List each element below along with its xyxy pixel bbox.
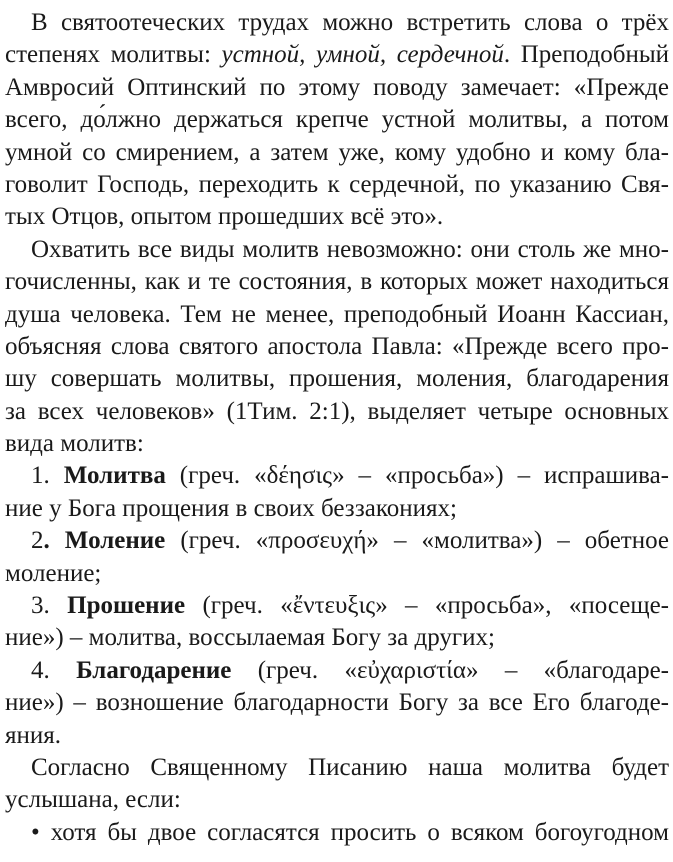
text-segment: говолит Господь, переходить к сердечной, по указанию Свя- [5, 170, 669, 198]
text-segment: услышана, если: [5, 786, 181, 814]
text-segment: Согласно Священному Писанию наша молитва будет [31, 753, 669, 781]
text-line [5, 331, 669, 363]
text-line [5, 137, 669, 169]
bold-term: Прошение [67, 592, 186, 620]
text-line [5, 234, 669, 266]
text-segment: Охватить все виды молитв невозможно: они столь же мно- [31, 235, 669, 263]
text-segment: (греч. «δέησις» – «просьба») – испрашива- [165, 462, 669, 490]
text-segment: 2 [31, 527, 44, 555]
text-line [5, 525, 669, 557]
text-segment: объясняя слова святого апостола Павла: «Прежде всего про- [5, 332, 669, 360]
text-segment: душа человека. Тем не менее, преподобный Иоанн Кассиан, [5, 300, 669, 328]
text-segment: моление; [5, 559, 102, 587]
text-segment: тых Отцов, опытом прошедших всё это». [5, 203, 444, 231]
text-segment: (греч. «προσευχή» – «молитва») – обетное [165, 527, 669, 555]
paragraph [5, 460, 669, 525]
paragraph [5, 234, 669, 461]
text-line [5, 655, 669, 687]
text-segment: (греч. «εὐχαριστία» – «благодаре- [231, 656, 670, 684]
text-line [5, 201, 669, 233]
text-segment: В святоотеческих трудах можно встретить слова о трёх [31, 9, 669, 36]
text-segment: . Преподобный [503, 41, 669, 69]
text-segment: степенях молитвы: [5, 41, 222, 69]
text-line [5, 428, 669, 460]
text-segment: гочисленны, как и те состояния, в которых может находиться [5, 268, 669, 296]
text-line [5, 169, 669, 201]
text-segment: 3. [31, 592, 68, 620]
text-line [5, 752, 669, 784]
text-segment: всего, до́лжно держаться крепче устной молитвы, а потом [5, 106, 669, 134]
text-line [5, 396, 669, 428]
text-line [5, 720, 669, 752]
text-segment: (греч. «ἔντευξις» – «просьба», «посеще- [185, 592, 670, 620]
text-line [5, 558, 669, 590]
text-line [5, 39, 669, 71]
text-line [5, 363, 669, 395]
paragraph [5, 752, 669, 817]
text-line [5, 104, 669, 136]
bold-term: Молитва [63, 462, 166, 490]
text-line [5, 622, 669, 654]
text-segment: ние») – молитва, воссылаемая Богу за других; [5, 624, 495, 652]
paragraph [5, 525, 669, 590]
text-segment: умной со смирением, а затем уже, кому удобно и кому бла- [5, 138, 669, 166]
paragraph [5, 655, 669, 752]
text-line [5, 817, 669, 849]
text-segment: ние») – возношение благодарности Богу за все Его благоде- [5, 689, 669, 717]
bold-term: . Моление [43, 527, 166, 555]
paragraph [5, 817, 669, 849]
text-segment: яния. [5, 721, 62, 749]
text-segment: 1. [31, 462, 64, 490]
paragraph [5, 590, 669, 655]
text-segment: 4. [31, 656, 77, 684]
text-segment: за всех человеков» (1Тим. 2:1), выделяет четыре основных [5, 397, 669, 425]
text-segment: вида молитв: [5, 430, 144, 458]
text-line [5, 590, 669, 622]
text-line [5, 493, 669, 525]
text-line [5, 687, 669, 719]
text-line [5, 299, 669, 331]
text-line [5, 784, 669, 816]
text-line [5, 7, 669, 39]
paragraph [5, 7, 669, 234]
text-segment: • хотя бы двое согласятся просить о всяком богоугодном [31, 818, 669, 846]
text-line [5, 72, 669, 104]
text-segment: шу совершать молитвы, прошения, моления, благодарения [5, 365, 669, 393]
text-segment: Амвросий Оптинский по этому поводу замечает: «Прежде [5, 73, 669, 101]
italic-term: устной, умной, сердечной [221, 41, 504, 69]
text-line [5, 266, 669, 298]
bold-term: Благодарение [76, 656, 232, 684]
text-line [5, 460, 669, 492]
text-segment: ние у Бога прощения в своих беззакониях; [5, 494, 457, 522]
